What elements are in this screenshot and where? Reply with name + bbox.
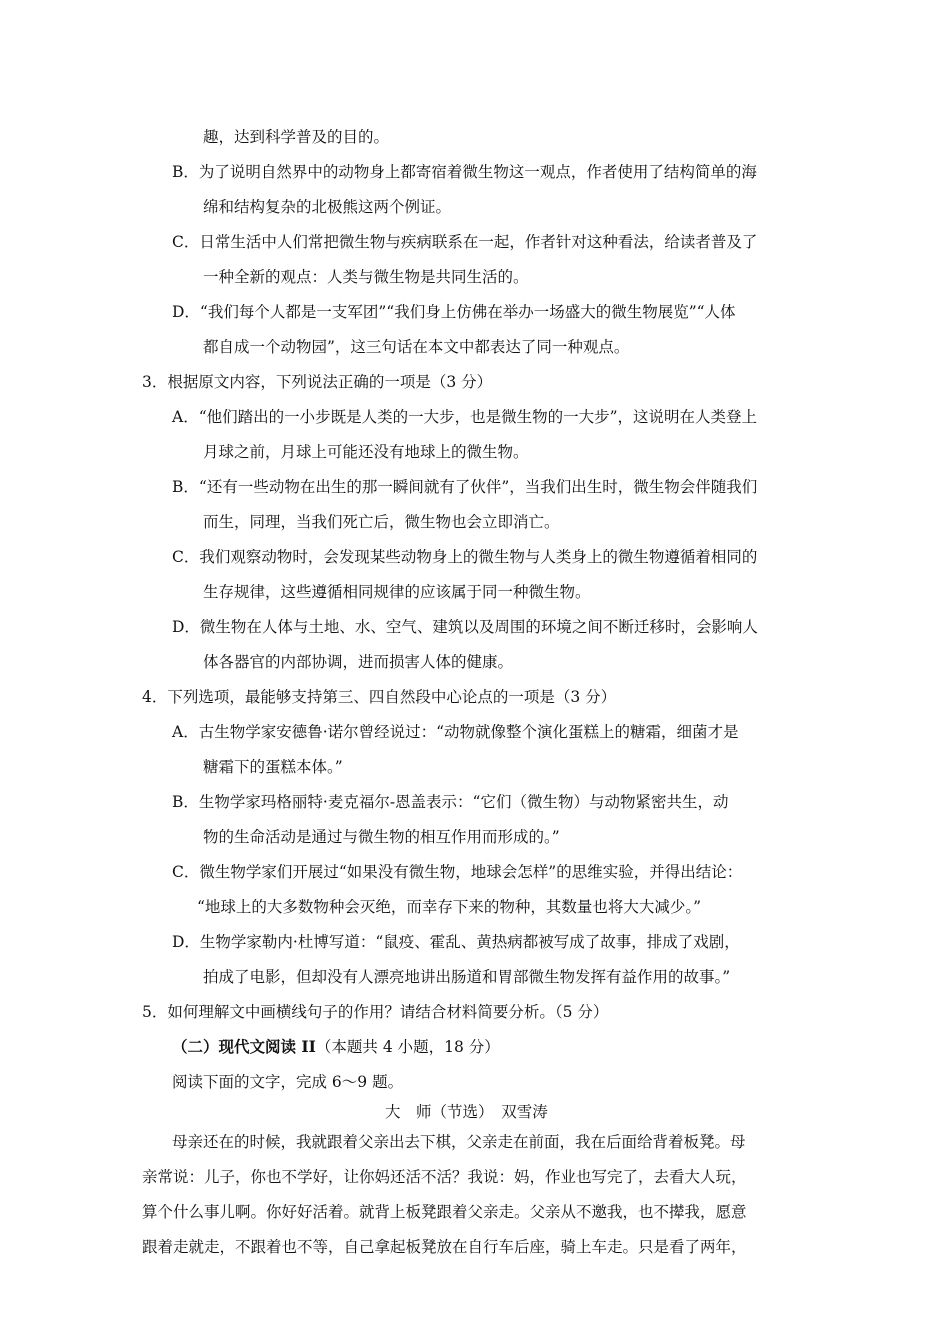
q4-option-a-line-2: 糖霜下的蛋糕本体。” [203, 758, 343, 776]
q3-option-a-line-1: A．“他们踏出的一小步既是人类的一大步，也是微生物的一大步”，这说明在人类登上 [172, 408, 758, 426]
q4-option-b-line-2: 物的生命活动是通过与微生物的相互作用而形成的。” [203, 828, 560, 846]
q2-continuation: 趣，达到科学普及的目的。 [203, 128, 390, 146]
q3-option-a-line-2: 月球之前，月球上可能还没有地球上的微生物。 [203, 443, 529, 461]
q3-option-c-line-1: C．我们观察动物时，会发现某些动物身上的微生物与人类身上的微生物遵循着相同的 [172, 548, 758, 566]
q2-option-b-line-2: 绵和结构复杂的北极熊这两个例证。 [203, 198, 452, 216]
q3-option-b-line-2: 而生，同理，当我们死亡后，微生物也会立即消亡。 [203, 513, 560, 531]
article-paragraph-line-1: 母亲还在的时候，我就跟着父亲出去下棋，父亲走在前面，我在后面给背着板凳。母 [172, 1133, 746, 1151]
q3-option-d-line-2: 体各器官的内部协调，进而损害人体的健康。 [203, 653, 514, 671]
q4-option-c-line-2: “地球上的大多数物种会灭绝，而幸存下来的物种，其数量也将大大减少。” [197, 898, 702, 916]
article-title: 大 师（节选） 双雪涛 [385, 1103, 548, 1121]
q2-option-c-line-2: 一种全新的观点：人类与微生物是共同生活的。 [203, 268, 529, 286]
q4-option-c-line-1: C．微生物学家们开展过“如果没有微生物，地球会怎样”的思维实验，并得出结论： [172, 863, 743, 881]
section2-instruction: 阅读下面的文字，完成 6～9 题。 [172, 1073, 404, 1091]
q2-option-b-line-1: B．为了说明自然界中的动物身上都寄宿着微生物这一观点，作者使用了结构简单的海 [172, 163, 757, 181]
q3-option-c-line-2: 生存规律，这些遵循相同规律的应该属于同一种微生物。 [203, 583, 591, 601]
q4-option-d-line-1: D．生物学家勒内·杜博写道：“鼠疫、霍乱、黄热病都被写成了故事，排成了戏剧， [172, 933, 740, 951]
article-paragraph-line-3: 算个什么事儿啊。你好好活着。就背上板凳跟着父亲走。父亲从不邀我，也不撵我，愿意 [142, 1203, 747, 1221]
article-paragraph-line-2: 亲常说：儿子，你也不学好，让你妈还活不活？我说：妈，作业也写完了，去看大人玩， [142, 1168, 747, 1186]
q2-option-d-line-2: 都自成一个动物园”，这三句话在本文中都表达了同一种观点。 [203, 338, 630, 356]
q2-option-c-line-1: C．日常生活中人们常把微生物与疾病联系在一起，作者针对这种看法，给读者普及了 [172, 233, 758, 251]
article-paragraph-line-4: 跟着走就走，不跟着也不等，自己拿起板凳放在自行车后座，骑上车走。只是看了两年， [142, 1238, 747, 1256]
q4-stem: 4．下列选项，最能够支持第三、四自然段中心论点的一项是（3 分） [142, 688, 617, 706]
q5-stem: 5．如何理解文中画横线句子的作用？请结合材料简要分析。（5 分） [142, 1003, 609, 1021]
q3-option-d-line-1: D．微生物在人体与土地、水、空气、建筑以及周围的环境之间不断迁移时，会影响人 [172, 618, 758, 636]
q2-option-d-line-1: D．“我们每个人都是一支军团”“我们身上仿佛在举办一场盛大的微生物展览”“人体 [172, 303, 736, 321]
q4-option-b-line-1: B．生物学家玛格丽特·麦克福尔-恩盖表示：“它们（微生物）与动物紧密共生，动 [172, 793, 729, 811]
q3-option-b-line-1: B．“还有一些动物在出生的那一瞬间就有了伙伴”，当我们出生时，微生物会伴随我们 [172, 478, 758, 496]
q4-option-a-line-1: A．古生物学家安德鲁·诺尔曾经说过：“动物就像整个演化蛋糕上的糖霜，细菌才是 [172, 723, 739, 741]
section2-heading-rest: （本题共 4 小题，18 分） [315, 1038, 500, 1056]
q3-stem: 3．根据原文内容，下列说法正确的一项是（3 分） [142, 373, 493, 391]
section2-heading-bold: （二）现代文阅读 II [172, 1037, 316, 1056]
q4-option-d-line-2: 拍成了电影，但却没有人漂亮地讲出肠道和胃部微生物发挥有益作用的故事。” [203, 968, 731, 986]
section2-heading [172, 1037, 500, 1057]
